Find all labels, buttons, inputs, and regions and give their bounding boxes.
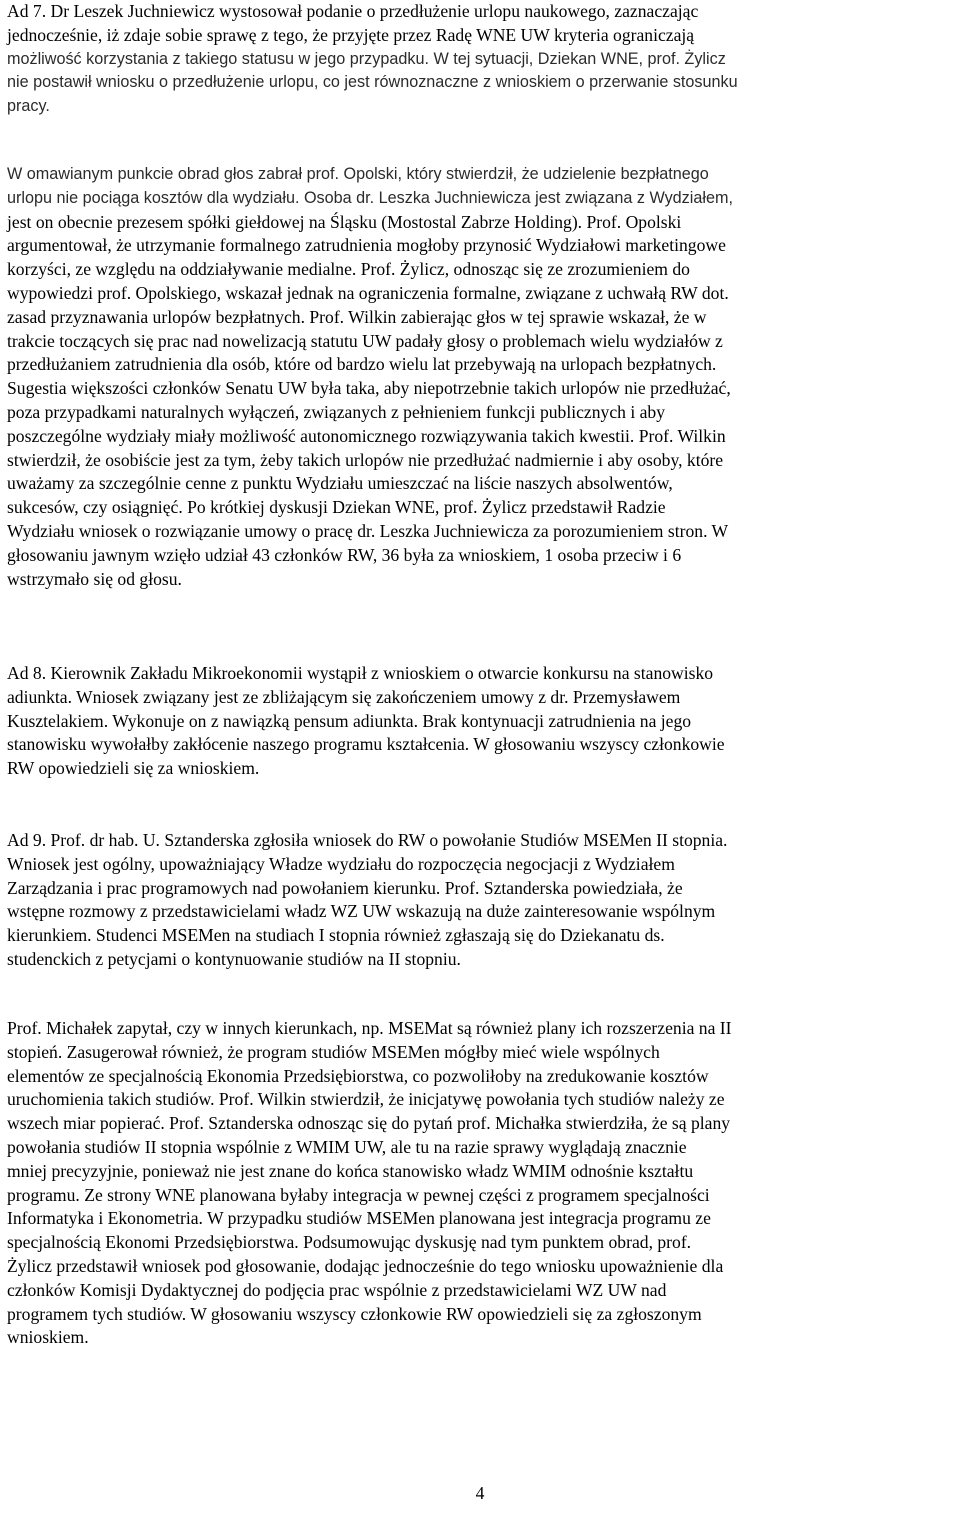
text-line: Ad 9. Prof. dr hab. U. Sztanderska zgłosiła wniosek do RW o powołanie Studiów MSEMen II stopnia. [7,830,728,850]
text-line: elementów ze specjalnością Ekonomia Przedsiębiorstwa, co pozwoliłoby na zredukowanie kosztów [7,1065,709,1086]
text-line: uważamy za szczególnie cenne z punktu Wydziału umieszczać na liście naszych absolwentów, [7,473,673,494]
text-line: wypowiedzi prof. Opolskiego, wskazał jednak na ograniczenia formalne, związane z uchwałą RW dot. [7,282,729,303]
text-line: jednocześnie, iż zdaje sobie sprawę z tego, że przyjęte przez Radę WNE UW kryteria ograniczają [7,24,695,45]
text-line: argumentował, że utrzymanie formalnego zatrudnienia mogłoby przynosić Wydziałowi marketingowe [7,235,726,256]
paragraph-ad9 [7,829,727,972]
paragraph-ad7-intro [7,0,738,119]
text-line: programem tych studiów. W głosowaniu wszyscy członkowie RW opowiedzieli się za zgłoszonym [7,1303,702,1324]
text-line: wszech miar popierać. Prof. Sztanderska odnosząc się do pytań prof. Michałka stwierdziła, że są plany [7,1113,731,1134]
text-line: W omawianym punkcie obrad głos zabrał prof. Opolski, który stwierdził, że udzielenie bezpłatnego [7,165,709,183]
text-line: sukcesów, czy osiągnięć. Po krótkiej dyskusji Dziekan WNE, prof. Żylicz przedstawił Radzie [7,497,666,518]
paragraph-ad8 [7,662,725,781]
text-line: adiunkta. Wniosek związany jest ze zbliżającym się zakończeniem umowy z dr. Przemysławem [7,686,681,707]
text-line: studenckich z petycjami o kontynuowanie studiów na II stopniu. [7,948,461,969]
page-number: 4 [475,1483,485,1503]
text-line: stwierdził, że osobiście jest za tym, żeby takich urlopów nie przedłużać nadmiernie i aby osoby, które [7,449,724,470]
text-line: kierunkiem. Studenci MSEMen na studiach I stopnia również zgłaszają się do Dziekanatu ds. [7,925,665,946]
text-line: wstępne rozmowy z przedstawicielami władz WZ UW wskazują na duże zainteresowanie wspólnym [7,901,716,922]
text-line: członków Komisji Dydaktycznej do podjęcia prac wspólnie z przedstawicielami WZ UW nad [7,1279,667,1300]
text-line: wstrzymało się od głosu. [7,568,182,589]
text-line: przedłużaniem zatrudnienia dla osób, które od bardzo wielu lat przebywają na urlopach bezpłatnych. [7,354,717,375]
text-line: wnioskiem. [7,1327,89,1348]
text-line: korzyści, ze względu na oddziaływanie medialne. Prof. Żylicz, odnosząc się ze zrozumieniem do [7,259,690,280]
text-line: Zarządzania i prac programowych nad powołaniem kierunku. Prof. Sztanderska powiedziała, że [7,877,683,898]
text-line: poszczególne wydziały miały możliwość autonomicznego rozwiązywania takich kwestii. Prof. Wilkin [7,425,726,446]
text-line: poza przypadkami naturalnych wyłączeń, związanych z pełnieniem funkcji publicznych i aby [7,401,666,422]
text-line: specjalnością Ekonomi Przedsiębiorstwa. Podsumowując dyskusję nad tym punktem obrad, prof. [7,1232,692,1253]
text-line: Ad 7. Dr Leszek Juchniewicz wystosował podanie o przedłużenie urlopu naukowego, zaznaczając [7,1,699,21]
text-line: głosowaniu jawnym wzięło udział 43 członków RW, 36 była za wnioskiem, 1 osoba przeciw i 6 [7,544,682,565]
text-line: jest on obecnie prezesem spółki giełdowej na Śląsku (Mostostal Zabrze Holding). Prof. Opolski [7,211,682,232]
text-line: możliwość korzystania z takiego statusu w jego przypadku. W tej sytuacji, Dziekan WNE, prof. Żylicz [7,49,726,68]
paragraph-ad7-discussion [7,163,733,591]
text-line: Żylicz przedstawił wniosek pod głosowanie, dodając jednocześnie do tego wniosku upoważnienie dla [7,1255,724,1276]
text-line: Ad 8. Kierownik Zakładu Mikroekonomii wystąpił z wnioskiem o otwarcie konkursu na stanowisko [7,663,714,683]
text-line: RW opowiedzieli się za wnioskiem. [7,758,260,779]
text-line: Wydziału wniosek o rozwiązanie umowy o pracę dr. Leszka Juchniewicza za porozumieniem stron. W [7,520,729,541]
text-line: programu. Ze strony WNE planowana byłaby integracja w pewnej części z programem specjalności [7,1184,710,1205]
text-line: nie postawił wniosku o przedłużenie urlopu, co jest równoznaczne z wnioskiem o przerwanie stosunku [7,73,738,92]
text-line: zasad przyznawania urlopów bezpłatnych. Prof. Wilkin zabierając głos w tej sprawie wskazał, że w [7,306,707,327]
text-line: mniej precyzyjnie, ponieważ nie jest znane do końca stanowisko władz WMIM odnośnie kształtu [7,1160,694,1181]
text-line: pracy. [7,97,50,116]
text-line: Sugestia większości członków Senatu UW była taka, aby niepotrzebnie takich urlopów nie przedłużać, [7,378,731,399]
paragraph-michalek-discussion [7,1017,732,1350]
text-line: uruchomienia takich studiów. Prof. Wilkin stwierdził, że inicjatywę powołania tych studiów należy ze [7,1089,725,1110]
text-line: Kusztelakiem. Wykonuje on z nawiązką pensum adiunkta. Brak kontynuacji zatrudnienia na jego [7,710,692,731]
text-line: stanowisku wywołałby zakłócenie naszego programu kształcenia. W głosowaniu wszyscy członkowie [7,734,725,755]
text-line: trakcie toczących się prac nad nowelizacją statutu UW padały głosy o problemach wielu wydziałów z [7,330,723,351]
text-line: Prof. Michałek zapytał, czy w innych kierunkach, np. MSEMat są również plany ich rozszerzenia na II [7,1018,732,1038]
text-line: Wniosek jest ogólny, upoważniający Władze wydziału do rozpoczęcia negocjacji z Wydziałem [7,853,675,874]
text-line: stopień. Zasugerował również, że program studiów MSEMen mógłby mieć wiele wspólnych [7,1041,660,1062]
text-line: urlopu nie pociąga kosztów dla wydziału. Osoba dr. Leszka Juchniewicza jest związana z Wydziałem, [7,188,733,207]
text-line: Informatyka i Ekonometria. W przypadku studiów MSEMen planowana jest integracja programu ze [7,1208,711,1229]
text-line: powołania studiów II stopnia wspólnie z WMIM UW, ale tu na razie sprawy wyglądają znacznie [7,1136,687,1157]
